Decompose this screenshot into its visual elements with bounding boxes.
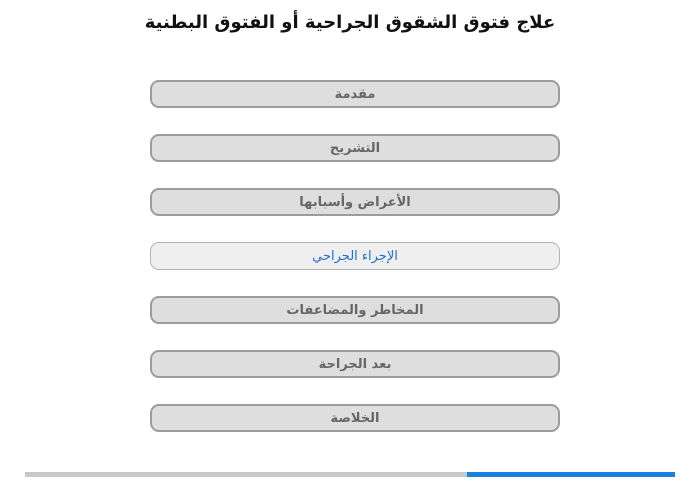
menu-item-label: الخلاصة (330, 410, 380, 426)
menu-item-label: الأعراض وأسبابها (299, 194, 411, 210)
menu-item-symptoms-causes[interactable] (150, 188, 560, 216)
progress-bar-fill (467, 472, 675, 477)
menu-item-label: مقدمة (334, 86, 376, 102)
menu-item-introduction[interactable] (150, 80, 560, 108)
chapter-menu (150, 80, 560, 458)
menu-item-summary[interactable] (150, 404, 560, 432)
progress-bar (25, 472, 675, 477)
menu-item-label: التشريح (329, 140, 381, 156)
menu-item-after-surgery[interactable] (150, 350, 560, 378)
menu-item-label: الإجراء الجراحي (312, 248, 398, 264)
menu-item-label: المخاطر والمضاعفات (286, 302, 424, 318)
page-title: علاج فتوق الشقوق الجراحية أو الفتوق البطنية (144, 12, 556, 33)
menu-item-anatomy[interactable] (150, 134, 560, 162)
menu-item-surgical-procedure[interactable] (150, 242, 560, 270)
menu-item-label: بعد الجراحة (318, 356, 392, 372)
menu-item-risks-complications[interactable] (150, 296, 560, 324)
